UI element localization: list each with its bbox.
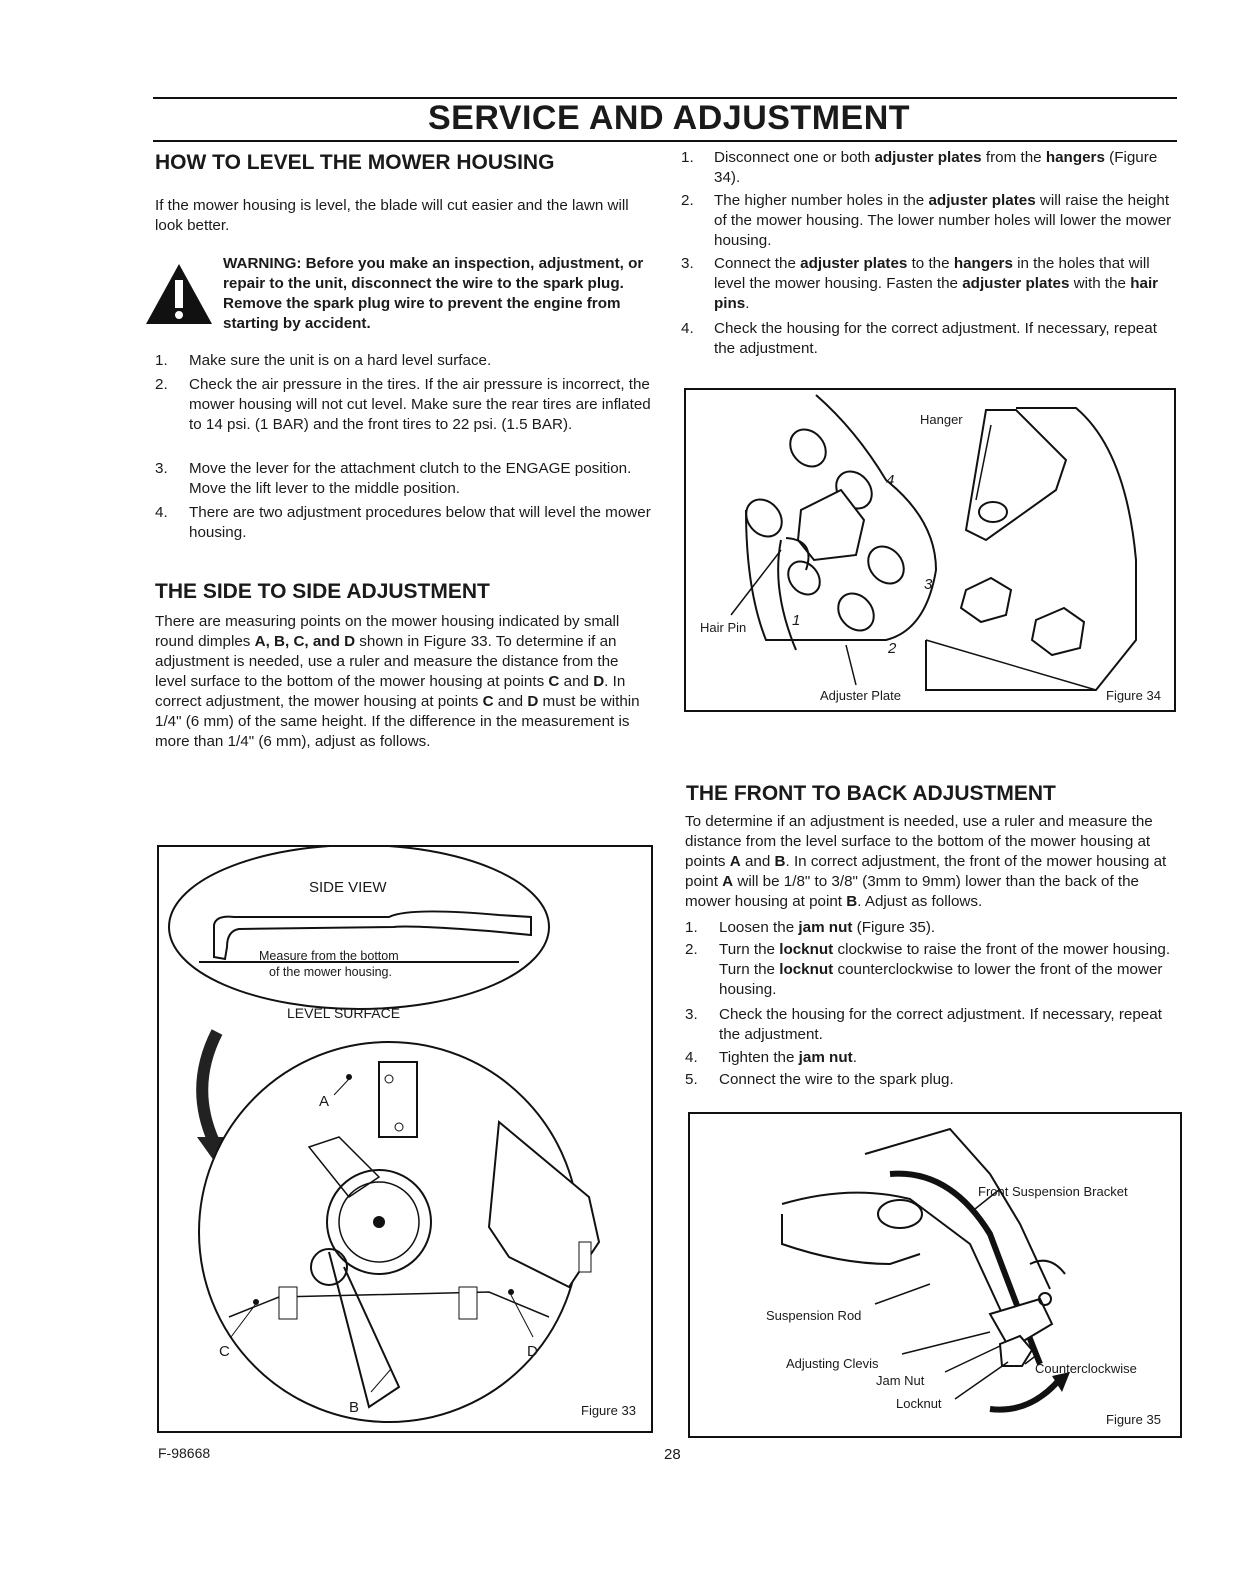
locknut-term: locknut [779, 941, 834, 958]
front-text-4: . Adjust as follows. [857, 893, 983, 910]
hole-number-2: 2 [888, 640, 897, 657]
step-text: . [852, 1049, 857, 1066]
point-a: A [729, 853, 741, 870]
hole-number-3: 3 [924, 576, 933, 593]
point-a: A [722, 873, 734, 890]
list-item [155, 351, 651, 371]
suspension-rod-label: Suspension Rod [766, 1308, 862, 1323]
point-b: B [846, 893, 858, 910]
jam-nut-term: jam nut [798, 919, 853, 936]
level-intro: If the mower housing is level, the blade will cut easier and the lawn will look better. [155, 197, 629, 234]
front-suspension-diagram [690, 1114, 1180, 1436]
point-d: D [527, 693, 539, 710]
step-text: Connect the wire to the spark plug. [719, 1071, 954, 1088]
step-text: Check the housing for the correct adjustment. If necessary, repeat the adjustment. [719, 1006, 1162, 1043]
step-text: Move the lever for the attachment clutch to the ENGAGE position. Move the lift lever to the middle position. [189, 460, 632, 497]
step-text: There are two adjustment procedures below that will level the mower housing. [189, 504, 651, 541]
hole-number-1: 1 [792, 612, 801, 629]
adjuster-plates-term: adjuster plates [874, 149, 982, 166]
adjuster-plates-term: adjuster plates [800, 255, 908, 272]
figure-34-caption: Figure 34 [1106, 688, 1161, 703]
adjuster-plates-term: adjuster plates [962, 275, 1070, 292]
step-number: 4. [155, 504, 168, 521]
adjuster-plate-label: Adjuster Plate [820, 688, 901, 703]
step-number: 2. [681, 192, 694, 209]
hair-pin-label: Hair Pin [700, 620, 747, 635]
list-item [685, 1070, 1179, 1090]
point-d: D [593, 673, 605, 690]
list-item [155, 459, 651, 499]
title-rule [153, 140, 1177, 142]
list-item [681, 254, 1175, 314]
list-item [685, 1005, 1179, 1045]
list-item [155, 503, 651, 543]
and-word: and [497, 693, 524, 710]
point-c-label: C [219, 1343, 230, 1360]
side-paragraph [155, 612, 651, 752]
figure-33-caption: Figure 33 [581, 1403, 636, 1418]
figure-34 [684, 388, 1176, 712]
step-text: clockwise to raise the front of the mower housing. Turn the [719, 941, 1171, 978]
side-heading: THE SIDE TO SIDE ADJUSTMENT [155, 580, 490, 603]
locknut-label: Locknut [896, 1396, 942, 1411]
step-text: The higher number holes in the [714, 192, 925, 209]
locknut-term: locknut [779, 961, 834, 978]
front-text-3: will be 1/8" to 3/8" (3mm to 9mm) lower than the back of the mower housing at point [685, 873, 1139, 910]
warning-icon [144, 262, 214, 332]
step-text: Connect the [714, 255, 796, 272]
step-text: Make sure the unit is on a hard level surface. [189, 352, 492, 369]
page-number: 28 [664, 1446, 681, 1463]
step-text: Check the housing for the correct adjustment. If necessary, repeat the adjustment. [714, 320, 1157, 357]
front-heading: THE FRONT TO BACK ADJUSTMENT [686, 782, 1056, 805]
point-b: B [774, 853, 786, 870]
list-item [155, 375, 651, 435]
counterclockwise-label: Counterclockwise [1035, 1361, 1137, 1376]
side-view-label: SIDE VIEW [309, 879, 387, 896]
point-b-label: B [349, 1399, 360, 1416]
step-number: 2. [685, 941, 698, 958]
hangers-term: hangers [1045, 149, 1105, 166]
adjuster-plate-diagram [686, 390, 1174, 710]
step-text: with the [1073, 275, 1126, 292]
side-text-1: There are measuring points on the mower housing indicated by small round dimples [155, 613, 620, 650]
step-number: 2. [155, 376, 168, 393]
step-text: will raise the height of the mower housing. The lower number holes will lower the mower housing. [714, 192, 1172, 249]
step-text: from the [985, 149, 1042, 166]
step-number: 1. [681, 149, 694, 166]
figure-33 [157, 845, 653, 1433]
front-paragraph [685, 812, 1177, 912]
step-text: Check the air pressure in the tires. If the air pressure is incorrect, the mower housing will not cut level. Make sure the rear tires are inflated to 14 psi. (1 BAR) and the front tires to 22 psi. (1.5 BAR). [189, 376, 651, 433]
front-bracket-label: Front Suspension Bracket [978, 1184, 1128, 1199]
point-c: C [482, 693, 494, 710]
step-number: 3. [155, 460, 168, 477]
adjuster-plates-term: adjuster plates [928, 192, 1036, 209]
step-text: (Figure 35). [856, 919, 936, 936]
measure-label-2: of the mower housing. [269, 965, 392, 979]
hanger-label: Hanger [920, 412, 963, 427]
point-c: C [548, 673, 560, 690]
list-item [685, 1048, 1179, 1068]
hangers-term: hangers [953, 255, 1013, 272]
step-number: 1. [155, 352, 168, 369]
footer-code: F-98668 [158, 1445, 211, 1461]
warning-text: WARNING: Before you make an inspection, adjustment, or repair to the unit, disconnect the wire to the spark plug. Remove the spark plug wire to prevent the engine from starting by accident. [223, 255, 644, 332]
front-text-1: To determine if an adjustment is needed, use a ruler and measure the distance from the level surface to the bottom of the mower housing at points [685, 813, 1153, 870]
side-points: A, B, C, and D [254, 633, 356, 650]
hair-pins-term: hair pins [714, 275, 1159, 312]
step-text: Disconnect one or both [714, 149, 871, 166]
point-a-label: A [319, 1093, 330, 1110]
list-item [681, 319, 1175, 359]
point-d-label: D [527, 1343, 538, 1360]
step-number: 4. [681, 320, 694, 337]
step-text: . [745, 295, 750, 312]
figure-35 [688, 1112, 1182, 1438]
side-text-4: must be within 1/4" (6 mm) of the same height. If the difference in the measurement is more than 1/4" (6 mm), adjust as follows. [155, 693, 640, 750]
list-item [685, 918, 1179, 938]
step-text: in the holes that will level the mower housing. Fasten the [714, 255, 1150, 292]
list-item [681, 148, 1175, 188]
front-text-2: . In correct adjustment, the front of the mower housing at point [685, 853, 1167, 890]
measure-label-1: Measure from the bottom [259, 949, 399, 963]
step-number: 3. [685, 1006, 698, 1023]
jam-nut-label: Jam Nut [876, 1373, 925, 1388]
jam-nut-term: jam nut [798, 1049, 853, 1066]
side-text-3: . In correct adjustment, the mower housing at points [155, 673, 626, 710]
step-number: 3. [681, 255, 694, 272]
and-word: and [744, 853, 771, 870]
adjusting-clevis-label: Adjusting Clevis [786, 1356, 879, 1371]
level-heading: HOW TO LEVEL THE MOWER HOUSING [155, 151, 555, 174]
step-number: 5. [685, 1071, 698, 1088]
step-text: (Figure 34). [714, 149, 1158, 186]
step-text: Turn the [719, 941, 775, 958]
mower-housing-diagram [159, 847, 651, 1431]
level-surface-label: LEVEL SURFACE [287, 1005, 401, 1021]
list-item [685, 940, 1179, 1000]
hole-number-4: 4 [886, 472, 895, 489]
figure-35-caption: Figure 35 [1106, 1412, 1161, 1427]
page-title: SERVICE AND ADJUSTMENT [428, 99, 911, 137]
step-number: 4. [685, 1049, 698, 1066]
step-text: Tighten the [719, 1049, 795, 1066]
step-number: 1. [685, 919, 698, 936]
step-text: to the [911, 255, 950, 272]
list-item [681, 191, 1175, 251]
step-text: Loosen the [719, 919, 795, 936]
and-word: and [563, 673, 589, 690]
side-text-2: shown in Figure 33. To determine if an adjustment is needed, use a ruler and measure the distance from the level surface to the bottom of the mower housing at points [155, 633, 619, 690]
step-text: counterclockwise to lower the front of the mower housing. [719, 961, 1163, 998]
